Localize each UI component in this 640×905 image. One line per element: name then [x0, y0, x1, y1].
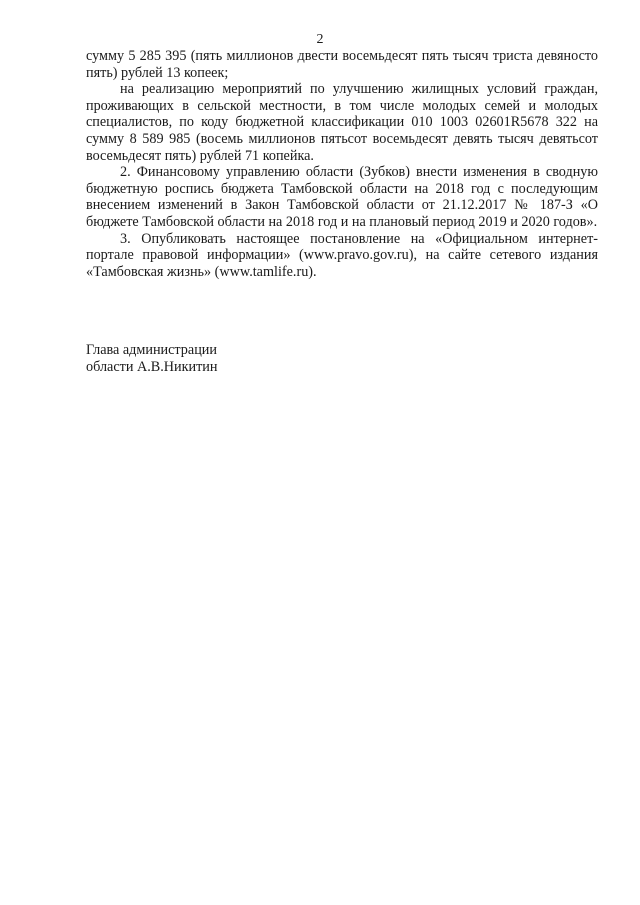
- signature-block: [86, 342, 217, 375]
- document-body: [86, 48, 598, 280]
- signature-name: области А.В.Никитин: [86, 358, 218, 375]
- paragraph-housing-measures: на реализацию мероприятий по улучшению жилищных условий граждан, проживающих в сельской местности, в том числе молодых семей и молодых специалистов, по коду бюджетной классификации 010 1003 02601R5678 322 на сумму 8 589 985 (восемь миллионов пятьсот восемьдесят девять тысяч девятьсот восемьдесят пять) рублей 71 копейка.: [86, 81, 598, 164]
- signature-title: Глава администрации: [86, 342, 217, 358]
- paragraph-finance-department: 2. Финансовому управлению области (Зубков) внести изменения в сводную бюджетную роспись бюджета Тамбовской области на 2018 год с последующим внесением изменений в Закон Тамбовской области от 21.12.2017 № 187-З «О бюджете Тамбовской области на 2018 год и на плановый период 2019 и 2020 годов».: [86, 164, 598, 230]
- page-number: 2: [316, 32, 324, 47]
- paragraph-publication: 3. Опубликовать настоящее постановление на «Официальном интернет-портале правовой информации» (www.pravo.gov.ru), на сайте сетевого издания «Тамбовская жизнь» (www.tamlife.ru).: [86, 230, 598, 280]
- paragraph-amount-continuation: сумму 5 285 395 (пять миллионов двести восемьдесят пять тысяч триста девяносто пять) рублей 13 копеек;: [86, 48, 598, 81]
